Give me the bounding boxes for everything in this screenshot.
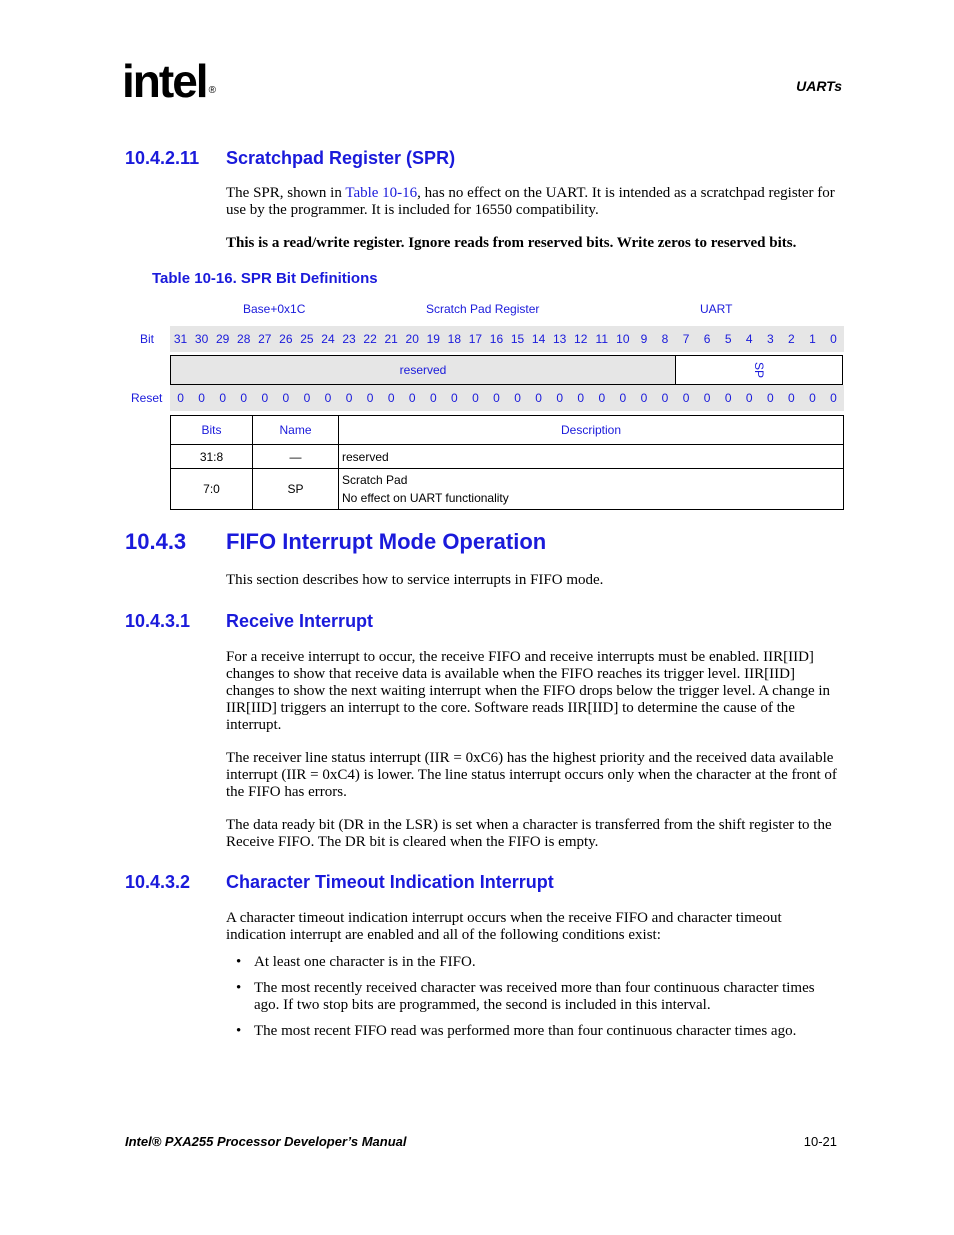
reset-value: 0 — [745, 391, 753, 405]
section-heading-10-4-2-11 — [0, 148, 954, 170]
reset-value: 0 — [177, 391, 184, 405]
bit-number-row — [170, 326, 844, 352]
bit-number: 27 — [258, 332, 272, 346]
reset-value: 0 — [219, 391, 226, 405]
row-name: SP — [253, 469, 339, 510]
reset-value: 0 — [830, 391, 837, 405]
section-title: Scratchpad Register (SPR) — [226, 148, 456, 168]
bit-number: 13 — [552, 332, 567, 346]
bit-number: 4 — [745, 332, 753, 346]
section-heading-10-4-3-2 — [0, 872, 954, 894]
bit-number: 22 — [363, 332, 377, 346]
reset-value: 0 — [198, 391, 205, 405]
reset-label: Reset — [131, 391, 163, 405]
section-number: 10.4.3.2 — [125, 872, 191, 892]
reset-value: 0 — [682, 391, 690, 405]
bit-number: 26 — [279, 332, 293, 346]
bit-number: 19 — [426, 332, 440, 346]
reset-value: 0 — [766, 391, 774, 405]
row-bits: 7:0 — [171, 469, 253, 510]
bit-number: 20 — [405, 332, 419, 346]
field-sp — [675, 355, 843, 385]
bit-number: 30 — [194, 332, 209, 346]
bit-number: 25 — [300, 332, 314, 346]
bit-label: Bit — [140, 332, 155, 346]
bit-number: 16 — [489, 332, 504, 346]
bit-number: 2 — [788, 332, 795, 346]
bit-number: 24 — [321, 332, 335, 346]
section-number: 10.4.3.1 — [125, 611, 191, 631]
table-row — [171, 445, 844, 469]
bit-number: 12 — [574, 332, 588, 346]
row-name: — — [253, 445, 339, 469]
list-item: • At least one character is in the FIFO. — [236, 954, 840, 971]
bit-number: 11 — [595, 332, 609, 346]
reset-value: 0 — [703, 391, 711, 405]
bit-number: 29 — [215, 332, 230, 346]
reset-value: 0 — [724, 391, 732, 405]
reset-value: 0 — [788, 391, 795, 405]
section-title: Receive Interrupt — [226, 611, 374, 631]
section-heading-10-4-3 — [0, 529, 954, 555]
bit-number: 18 — [447, 332, 462, 346]
bit-number: 14 — [531, 332, 546, 346]
list-item: • The most recent FIFO read was performed more than four continuous character times ago. — [236, 1023, 840, 1040]
bit-number: 5 — [724, 332, 732, 346]
spr-intro-text-b: , has no effect on the UART. It is intended as a scratchpad register for use by the programmer. It is included for 16550 compatibility. — [226, 185, 835, 218]
logo-text: intel — [122, 55, 207, 107]
reset-value: 0 — [640, 391, 648, 405]
table-10-16-link[interactable]: Table 10-16 — [345, 185, 418, 201]
spr-intro-paragraph — [226, 185, 840, 219]
reset-value: 0 — [303, 391, 311, 405]
reset-value: 0 — [282, 391, 290, 405]
reset-value: 0 — [577, 391, 585, 405]
section-number: 10.4.2.11 — [125, 148, 200, 168]
reset-value: 0 — [514, 391, 521, 405]
receive-paragraph-1: For a receive interrupt to occur, the receive FIFO and receive interrupts must be enabled. IIR[IID] changes to show that receive data is available when the FIFO reaches its trigger level. IIR[IID] changes to show the next waiting interrupt when the FIFO drops below the trigger level. A change in IIR[IID] triggers an interrupt to the core. Software reads IIR[IID] to determine the cause of the interrupt. — [226, 649, 831, 733]
registered-mark: ® — [208, 85, 216, 96]
running-title: UARTs — [796, 78, 842, 94]
bit-number: 0 — [830, 332, 837, 346]
list-item: • The most recently received character was received more than four continuous character times ago. If two stop bits are programmed, the second is included in this interval. — [236, 980, 840, 1014]
bit-number: 10 — [616, 332, 630, 346]
section-number: 10.4.3 — [125, 529, 187, 554]
fifo-intro-paragraph: This section describes how to service interrupts in FIFO mode. — [226, 572, 604, 588]
receive-paragraph-3: The data ready bit (DR in the LSR) is set when a character is transferred from the shift register to the Receive FIFO. The DR bit is cleared when the FIFO is empty. — [226, 817, 832, 850]
section-heading-10-4-3-1 — [0, 611, 954, 633]
intel-logo — [122, 55, 216, 107]
table-header-row — [171, 416, 844, 445]
row-bits: 31:8 — [171, 445, 253, 469]
col-name-header: Name — [253, 416, 339, 445]
condition-list — [236, 954, 840, 1049]
col-bits-header: Bits — [171, 416, 253, 445]
reset-value: 0 — [387, 391, 395, 405]
reset-value: 0 — [493, 391, 500, 405]
bit-number: 7 — [682, 332, 690, 346]
row-description: reserved — [339, 445, 844, 469]
reset-value: 0 — [261, 391, 269, 405]
reset-value: 0 — [661, 391, 669, 405]
field-reserved: reserved — [170, 355, 676, 385]
field-row — [170, 355, 844, 385]
bit-number: 31 — [173, 332, 188, 346]
footer-page-number: 10-21 — [803, 1134, 837, 1149]
bit-number: 3 — [766, 332, 774, 346]
bit-number: 1 — [809, 332, 816, 346]
field-sp-label: SP — [751, 361, 766, 379]
row-description-line2: No effect on UART functionality — [342, 491, 509, 505]
row-description-line1: Scratch Pad — [342, 473, 408, 487]
table-row — [171, 469, 844, 510]
bit-number: 15 — [510, 332, 525, 346]
reset-value: 0 — [598, 391, 606, 405]
bit-number: 17 — [468, 332, 483, 346]
reset-value: 0 — [324, 391, 332, 405]
bit-number: 23 — [342, 332, 356, 346]
bit-number: 21 — [384, 332, 398, 346]
bit-number: 8 — [661, 332, 669, 346]
reset-value: 0 — [408, 391, 416, 405]
receive-paragraph-2: The receiver line status interrupt (IIR = 0xC6) has the highest priority and the received data available interrupt (IIR = 0xC4) is lower. The line status interrupt occurs only when the character at the front of the FIFO has errors. — [226, 750, 837, 800]
footer-manual-title: Intel® PXA255 Processor Developer’s Manual — [125, 1134, 407, 1149]
register-address: Base+0x1C — [243, 302, 306, 316]
reset-value: 0 — [429, 391, 437, 405]
reset-value: 0 — [345, 391, 353, 405]
reset-value: 0 — [619, 391, 627, 405]
register-unit: UART — [700, 302, 733, 316]
bit-definition-table — [170, 415, 844, 510]
col-description-header: Description — [339, 416, 844, 445]
reset-value: 0 — [366, 391, 374, 405]
section-title: Character Timeout Indication Interrupt — [226, 872, 554, 892]
bit-number: 28 — [237, 332, 251, 346]
bit-number: 9 — [640, 332, 648, 346]
spr-intro-text-a: The SPR, shown in — [226, 185, 346, 201]
bit-number: 6 — [703, 332, 711, 346]
reset-value-row — [170, 385, 844, 411]
section-title: FIFO Interrupt Mode Operation — [226, 529, 547, 554]
register-name: Scratch Pad Register — [426, 302, 540, 316]
read-write-note: This is a read/write register. Ignore reads from reserved bits. Write zeros to reserved bits. — [226, 235, 797, 251]
row-description — [339, 469, 844, 510]
timeout-paragraph: A character timeout indication interrupt occurs when the receive FIFO and character timeout indication interrupt are enabled and all of the following conditions exist: — [226, 910, 782, 943]
reset-value: 0 — [556, 391, 563, 405]
reset-value: 0 — [809, 391, 816, 405]
reset-value: 0 — [451, 391, 458, 405]
reset-value: 0 — [535, 391, 542, 405]
table-caption: Table 10-16. SPR Bit Definitions — [152, 270, 378, 287]
reset-value: 0 — [472, 391, 479, 405]
reset-value: 0 — [240, 391, 248, 405]
